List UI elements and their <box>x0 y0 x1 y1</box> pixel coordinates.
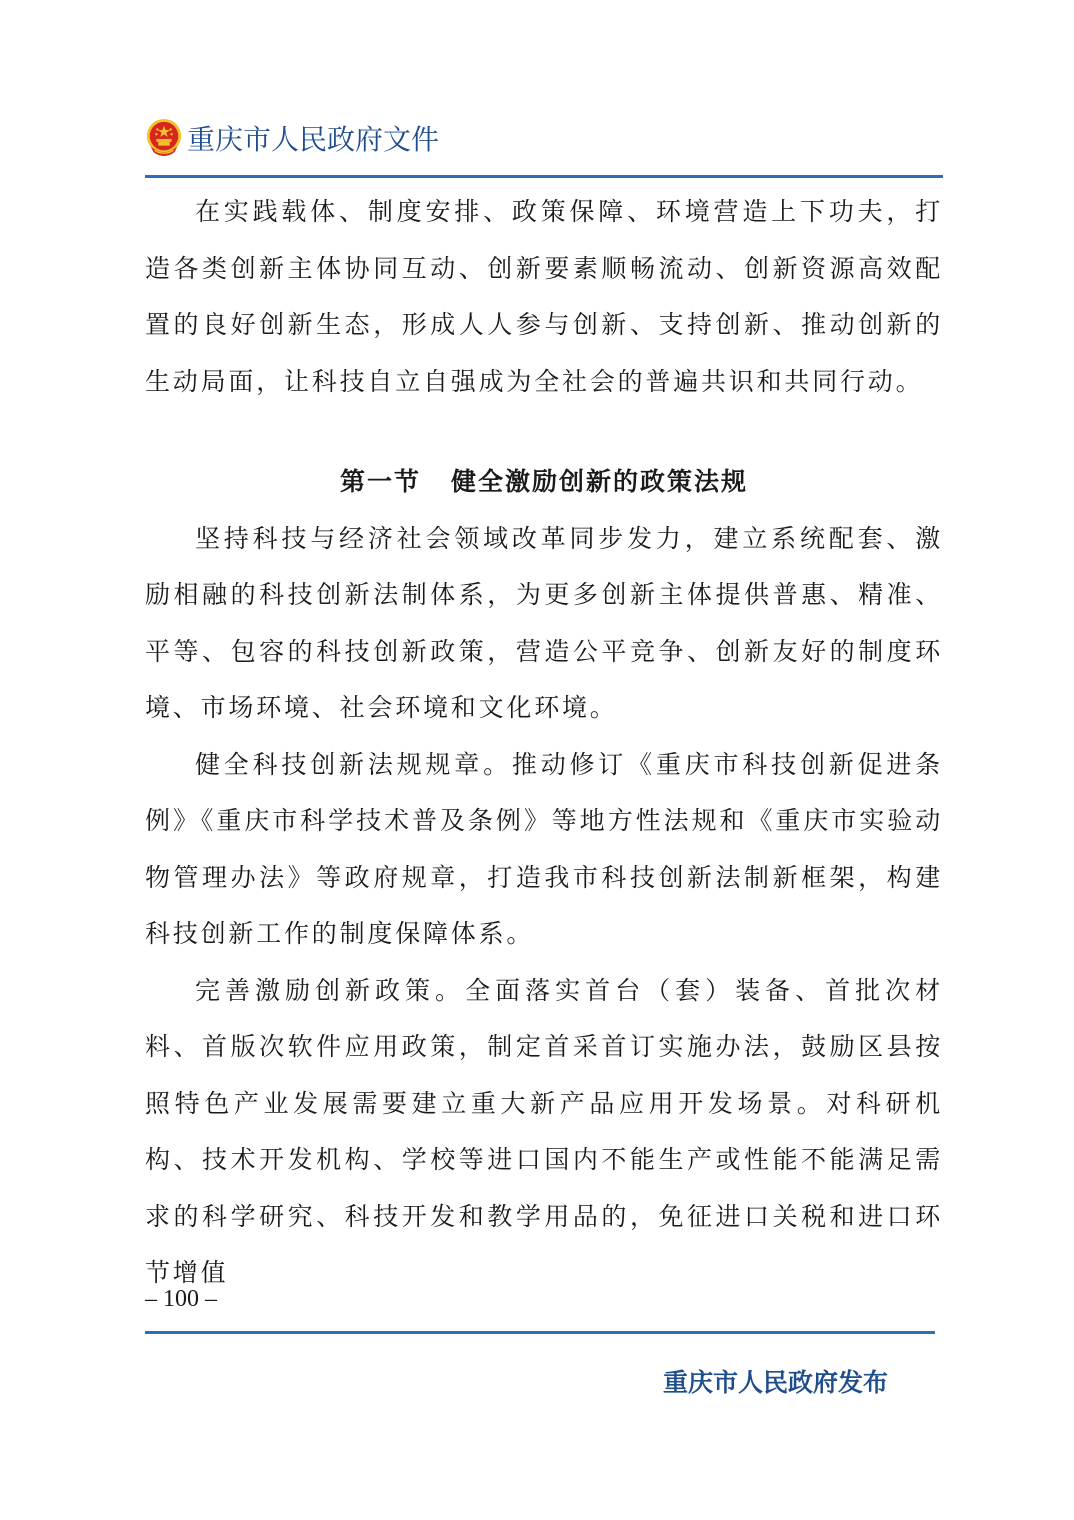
footer-publisher: 重庆市人民政府发布 <box>663 1368 889 1397</box>
national-emblem-icon <box>145 118 183 158</box>
section-number: 第一节 <box>339 467 421 496</box>
section-title: 健全激励创新的政策法规 <box>451 467 749 496</box>
page-number: – 100 – <box>145 1286 217 1312</box>
paragraph-2: 健全科技创新法规规章。推动修订《重庆市科技创新促进条例》《重庆市科学技术普及条例》等地方性法规和《重庆市实验动物管理办法》等政府规章，打造我市科技创新法制新框架，构建科技创新工作的制度保障体系。 <box>145 749 943 948</box>
section-heading <box>145 410 943 511</box>
header-divider <box>145 175 943 178</box>
header-title: 重庆市人民政府文件 <box>187 123 440 156</box>
paragraph-3: 完善激励创新政策。全面落实首台（套）装备、首批次材料、首版次软件应用政策，制定首采首订实施办法，鼓励区县按照特色产业发展需要建立重大新产品应用开发场景。对科研机构、技术开发机构、学校等进口国内不能生产或性能不能满足需求的科学研究、科技开发和教学用品的，免征进口关税和进口环节增值 <box>145 975 943 1287</box>
document-body <box>145 184 943 1302</box>
intro-paragraph: 在实践载体、制度安排、政策保障、环境营造上下功夫，打造各类创新主体协同互动、创新要素顺畅流动、创新资源高效配置的良好创新生态，形成人人参与创新、支持创新、推动创新的生动局面，让科技自立自强成为全社会的普遍共识和共同行动。 <box>145 197 943 396</box>
paragraph-1: 坚持科技与经济社会领域改革同步发力，建立系统配套、激励相融的科技创新法制体系，为更多创新主体提供普惠、精准、平等、包容的科技创新政策，营造公平竞争、创新友好的制度环境、市场环境、社会环境和文化环境。 <box>145 523 943 722</box>
document-header <box>145 118 439 158</box>
footer-divider <box>145 1331 935 1334</box>
